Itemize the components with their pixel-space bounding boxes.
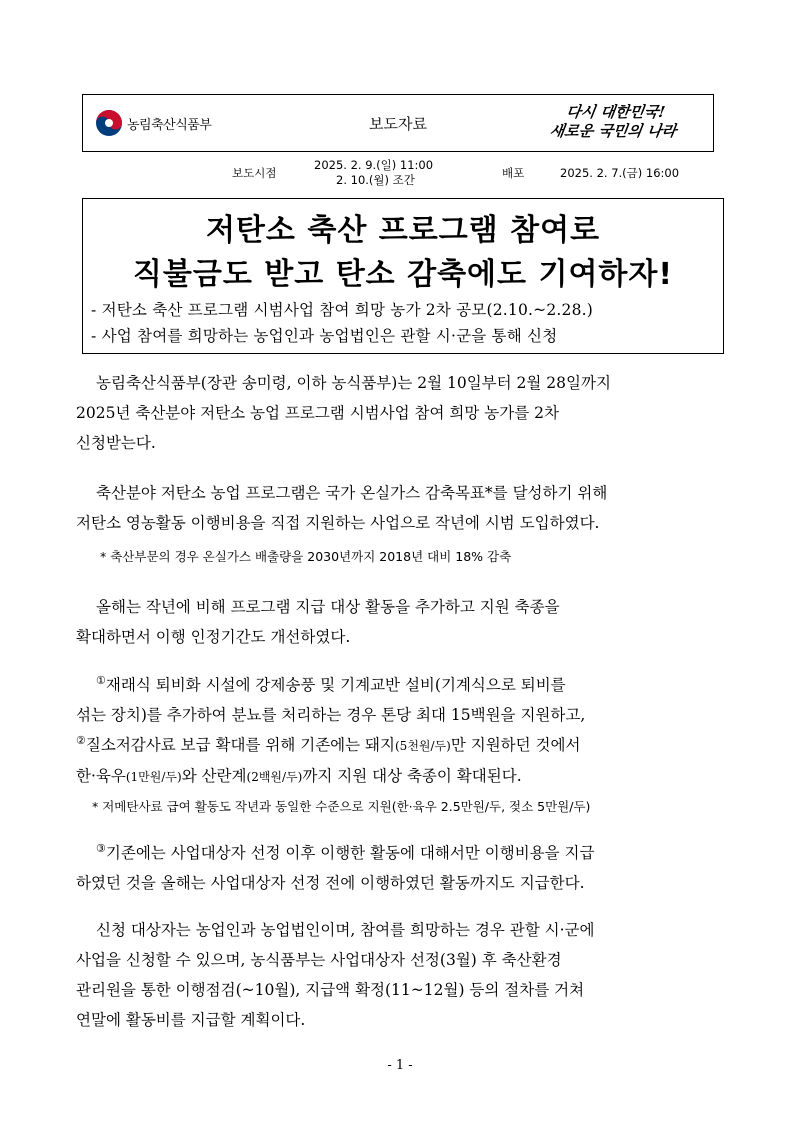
headline-line1: 저탄소 축산 프로그램 참여로 bbox=[205, 213, 601, 248]
slogan-line1: 다시 대한민국! bbox=[565, 103, 667, 121]
paragraph-line: 사업을 신청할 수 있으며, 농식품부는 사업대상자 선정(3월) 후 축산환경 bbox=[76, 951, 562, 969]
paragraph-line bbox=[76, 670, 726, 700]
doc-type-label: 보도자료 bbox=[369, 115, 427, 133]
paragraph-line: 확대하면서 이행 인정기간도 개선하였다. bbox=[76, 628, 351, 646]
paragraph-5 bbox=[76, 838, 726, 898]
paragraph-6 bbox=[76, 915, 726, 1035]
paragraph-2 bbox=[76, 478, 726, 538]
paragraph-line: 신청받는다. bbox=[76, 434, 156, 452]
paragraph-line: 축산분야 저탄소 농업 프로그램은 국가 온실가스 감축목표*를 달성하기 위해 bbox=[96, 484, 608, 502]
unit-price: (1만원/두) bbox=[125, 770, 182, 784]
subheading-2: - 사업 참여를 희망하는 농업인과 농업법인은 관할 시·군을 통해 신청 bbox=[91, 327, 558, 345]
circled-number-2: ② bbox=[76, 733, 86, 747]
paragraph-1 bbox=[76, 368, 726, 458]
unit-price: (5천원/두) bbox=[395, 739, 451, 753]
paragraph-line: 농림축산식품부(장관 송미령, 이하 농식품부)는 2월 10일부터 2월 28일까지 bbox=[96, 374, 611, 392]
slogan-line2: 새로운 국민의 나라 bbox=[548, 122, 678, 140]
title-box bbox=[82, 198, 724, 354]
distribution-value: 2025. 2. 7.(금) 16:00 bbox=[560, 166, 680, 180]
embargo-value-line1: 2025. 2. 9.(일) 11:00 bbox=[314, 158, 434, 172]
slogan bbox=[526, 103, 702, 145]
paragraph-line bbox=[76, 761, 726, 792]
paragraph-line: 관리원을 통한 이행점검(~10월), 지급액 확정(11~12월) 등의 절차를 거쳐 bbox=[76, 981, 585, 999]
paragraph-line: 2025년 축산분야 저탄소 농업 프로그램 시범사업 참여 희망 농가를 2차 bbox=[76, 404, 559, 422]
ministry-name: 농림축산식품부 bbox=[127, 117, 212, 133]
line-text: 질소저감사료 보급 확대를 위해 기존에는 돼지 bbox=[85, 736, 395, 754]
headline-line2: 직불금도 받고 탄소 감축에도 기여하자! bbox=[132, 257, 674, 292]
line-text: 기존에는 사업대상자 선정 이후 이행한 활동에 대해서만 이행비용을 지급 bbox=[105, 844, 595, 862]
subheading-1: - 저탄소 축산 프로그램 시범사업 참여 희망 농가 2차 공모(2.10.~2.28.) bbox=[91, 301, 594, 319]
footnote-1: * 축산부문의 경우 온실가스 배출량을 2030년까지 2018년 대비 18% 감축 bbox=[100, 549, 512, 564]
line-text: 재래식 퇴비화 시설에 강제송풍 및 기계교반 설비(기계식으로 퇴비를 bbox=[105, 676, 566, 694]
unit-price: (2백원/두) bbox=[246, 770, 303, 784]
line-text: 만 지원하던 것에서 bbox=[450, 736, 581, 754]
paragraph-3 bbox=[76, 592, 726, 652]
paragraph-line: 하였던 것을 올해는 사업대상자 선정 전에 이행하였던 활동까지도 지급한다. bbox=[76, 874, 585, 892]
paragraph-line: 저탄소 영농활동 이행비용을 직접 지원하는 사업으로 작년에 시범 도입하였다. bbox=[76, 514, 600, 532]
circled-number-1: ① bbox=[96, 673, 106, 687]
paragraph-line: 연말에 활동비를 지급할 계획이다. bbox=[76, 1011, 306, 1029]
paragraph-line bbox=[76, 838, 726, 868]
page-number: - 1 - bbox=[387, 1058, 413, 1073]
embargo-value bbox=[314, 158, 433, 188]
paragraph-4 bbox=[76, 670, 726, 792]
embargo-value-line2: 2. 10.(월) 조간 bbox=[336, 173, 415, 187]
circled-number-3: ③ bbox=[96, 841, 106, 855]
line-text: 까지 지원 대상 축종이 확대된다. bbox=[302, 767, 522, 785]
paragraph-line: 섞는 장치)를 추가하여 분뇨를 처리하는 경우 톤당 최대 15백원을 지원하고, bbox=[76, 706, 586, 724]
header-box bbox=[82, 94, 714, 152]
line-text: 와 산란계 bbox=[181, 767, 247, 785]
footnote-2: * 저메탄사료 급여 활동도 작년과 동일한 수준으로 지원(한·육우 2.5만원/두, 젖소 5만원/두) bbox=[92, 799, 591, 814]
distribution-label: 배포 bbox=[502, 166, 525, 180]
line-text: 한·육우 bbox=[76, 767, 126, 785]
embargo-label: 보도시점 bbox=[232, 166, 277, 180]
paragraph-line bbox=[76, 730, 726, 761]
paragraph-line: 신청 대상자는 농업인과 농업법인이며, 참여를 희망하는 경우 관할 시·군에 bbox=[96, 921, 595, 939]
paragraph-line: 올해는 작년에 비해 프로그램 지급 대상 활동을 추가하고 지원 축종을 bbox=[96, 598, 560, 616]
